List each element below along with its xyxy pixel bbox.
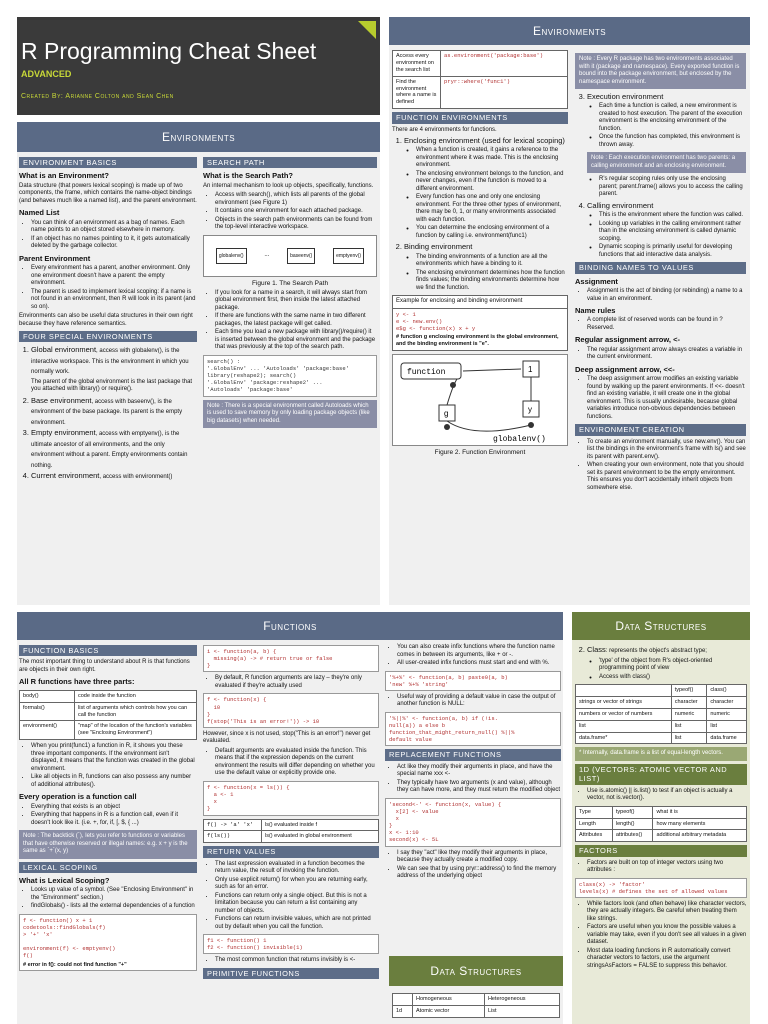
list-item: • If there are functions with the same name in two different packages, the latest package will get called.: [215, 313, 377, 328]
list-item: • I say they "act" like they modify their arguments in place, because they actually create a modified copy.: [397, 850, 561, 865]
list-item: • The last expression evaluated in a function becomes the return value, the result of invoking the function.: [215, 861, 379, 876]
fig-box: emptyenv(): [333, 248, 364, 264]
ds-body: [572, 642, 750, 1024]
example-title: Example for enclosing and binding environment: [393, 296, 567, 309]
lexical-code-box: [19, 914, 197, 972]
search-p: An internal mechanism to look up objects, specifically, functions.: [203, 182, 374, 189]
list-item: 3. Execution environment ◦ Each time a function is called, a new environment is created to host execution. The parent of the execution environment is the enclosing environment of the function. ◦ Once the function has completed, this environment is thrown away. Note : Each execution environment has two parents: a calling environment and an enclosing environment. ◦ R's regular scoping rules only use the enclosing parent; parent.frame() allows you to access the calling parent.: [587, 92, 746, 199]
list-item: • Act like they modify their arguments in place, and have the special name xxx <-: [397, 764, 561, 779]
list-item: ◦ Once the function has completed, this environment is thrown away.: [599, 134, 746, 149]
class-table: [575, 684, 747, 744]
list-item: ◦ Looking up variables in the calling environment rather than in the enclosing environment is called dynamic scoping.: [599, 221, 746, 244]
fig-box: ...: [264, 252, 270, 258]
list-item: ◦ Every function has one and only one enclosing environment. For the three other types of environment, there may be 0, 1, or many environments associated with each function.: [416, 194, 568, 224]
replacement-heading: REPLACEMENT FUNCTIONS: [385, 749, 561, 760]
func-env-heading: FUNCTION ENVIRONMENTS: [392, 112, 568, 123]
list-item: • The deep assignment arrow modifies an existing variable found by walking up the parent environments. If <<- doesn't find an existing variable, it will create one in the global environment. This is usually undesirable, because global variables introduce non-obvious dependencies between functions.: [587, 376, 746, 421]
func-env-list: [404, 136, 568, 292]
fn-basics-p: The most important thing to understand about R is that functions are objects in their own right.: [19, 659, 190, 673]
deep-assign: Deep assignment arrow, <<-: [575, 364, 675, 374]
list-item: • All user-created infix functions must start and end with %.: [397, 660, 561, 668]
list-item: 2. Binding environment ◦ The binding environments of a function are all the environments which have a binding to it. ◦ The enclosing environment determines how the function finds values; the binding environments determine how we find the function.: [404, 242, 568, 292]
list-item: • You can also create infix functions where the function name comes in between its arguments, like + or -.: [397, 644, 561, 659]
list-item: ◦ R's regular scoping rules only use the enclosing parent; parent.frame() allows you to access the calling parent.: [599, 176, 746, 199]
env-right-col1: [389, 47, 571, 603]
env-p2: Environments can also be useful data structures in their own right because they have reference semantics.: [19, 313, 193, 327]
list-item: • While factors look (and often behave) like character vectors, they are actually integers. Be careful when treating them like strings.: [587, 901, 747, 924]
missing-code: i <- function(a, b) { missing(a) -> # return true or false }: [203, 645, 379, 672]
vector-table: [575, 806, 747, 843]
dataframe-note: * Internally, data.frame is a list of equal-length vectors.: [575, 747, 747, 761]
factors-heading: FACTORS: [575, 845, 747, 856]
list-item: 4. Current environment, access with environment(): [31, 471, 197, 482]
env-right-panel: [389, 17, 750, 605]
list-item: • findGlobals() - lists all the external dependencies of a function: [31, 903, 197, 911]
lazy-p: However, since x is not used, stop("This is an error!") never get evaluated.: [203, 730, 371, 745]
autoloads-note: Note : There is a special environment called Autoloads which is used to save memory by only loading package objects (like big datasets) when needed.: [203, 400, 377, 429]
four-special-heading: FOUR SPECIAL ENVIRONMENTS: [19, 331, 197, 342]
list-item: • Functions can return invisible values, which are not printed out by default when you call the function.: [215, 916, 379, 931]
fig-dot: [450, 382, 456, 388]
env-p1: Data structure (that powers lexical scoping) is made up of two components, the frame, which contains the name-object bindings (and behaves much like a named list), and the parent environment.: [19, 182, 197, 204]
list-item: ◦ This is the environment where the function was called.: [599, 212, 746, 220]
table-row: Homogeneous Heterogeneous: [393, 994, 560, 1006]
fig-edge: [463, 369, 521, 371]
fn-parts-table: [19, 690, 197, 740]
ls-eval-table: [203, 819, 379, 844]
backtick-note: Note : The backtick (`), lets you refer to functions or variables that have otherwise reserved or illegal names: e.g. x + y is the same as `+`(x, y): [19, 830, 197, 859]
list-item: • They typically have two arguments (x and value), although they can have more, and they must return the modified object: [397, 780, 561, 795]
list-item: • Use is.atomic() || is.list() to test if an object is actually a vector, not is.vector().: [587, 788, 747, 803]
list-item: ◦ The binding environments of a function are all the environments which have a binding to it.: [416, 254, 568, 269]
env-right-col2: [572, 47, 749, 603]
list-item: • The most common function that returns invisibly is <-: [215, 957, 379, 965]
table-row: Access every environment on the search list as.environment('package:base'): [393, 51, 568, 77]
header-panel: [17, 17, 380, 115]
list-item: • The parent is used to implement lexical scoping: if a name is not found in an environment, then R will look in its parent (and so on).: [31, 289, 197, 312]
list-item: ◦ Each time a function is called, a new environment is created to host execution. The parent of the execution environment is the enclosing environment of the function.: [599, 103, 746, 133]
list-item: 3. Empty environment, access with emptyenv(), is the ultimate ancestor of all environments, and the only environment without a parent. Empty environments contain nothing.: [31, 428, 197, 470]
primitive-heading: PRIMITIVE FUNCTIONS: [203, 968, 379, 979]
list-item: 2. Base environment, access with baseenv(), is the environment of the base package. Its parent is the empty environment.: [31, 396, 197, 428]
list-item: • Functions can return only a single object. But this is not a limitation because you can return a list containing any number of objects.: [215, 893, 379, 916]
return-heading: RETURN VALUES: [203, 846, 379, 857]
list-item: • Factors are useful when you know the possible values a variable may take, even if you don't see all values in a given dataset.: [587, 924, 747, 947]
exec-env-list: [587, 92, 746, 259]
search-items: [215, 192, 377, 232]
fig-label: y: [528, 404, 532, 414]
table-row: body() code inside the function: [20, 690, 197, 702]
invisible-code: f1 <- function() 1 f2 <- function() invisible(1): [203, 934, 379, 954]
what-is-lexical: What is Lexical Scoping?: [19, 875, 110, 885]
list-item: ◦ You can determine the enclosing environment of a function by calling i.e. environment(func1): [416, 225, 568, 240]
table-row: strings or vector of strings character character: [576, 696, 747, 708]
function-env-figure: [392, 354, 568, 446]
lazy-code: f <- function(x) { 10 } f(stop('This is an error!')) -> 10: [203, 693, 379, 728]
fig-dot: [444, 424, 450, 430]
authors: Created By: Arianne Colton and Sean Chen: [21, 93, 174, 100]
example-note: # function g enclosing environment is the global environment, and the binding environment is "e".: [396, 334, 559, 348]
example-code: y <- 1 e <- new.env() e$g <- function(x) x + y: [393, 309, 567, 334]
function-env-diagram: [393, 355, 567, 445]
table-row: typeof() class(): [576, 685, 747, 697]
functions-title: Functions: [17, 612, 563, 640]
fig-edge: [447, 421, 531, 431]
lexical-error: # error in f(): could not find function "+": [23, 961, 127, 968]
fn-col1: [17, 642, 199, 1024]
ds-bottom-panel: [389, 956, 563, 1024]
list-item: • When you print(func1) a function in R, it shows you these three important components. If the environment isn't displayed, it means that the function was created in the global environment.: [31, 743, 197, 773]
parent-items: [31, 265, 197, 311]
list-item: • By default, R function arguments are lazy – they're only evaluated if they're actually used: [215, 675, 379, 690]
list-item: 1. Enclosing environment (used for lexical scoping) ◦ When a function is created, it gains a reference to the environment where it was made. This is the enclosing environment. ◦ The enclosing environment belongs to the function, and never changes, even if the function is moved to a different environment. ◦ Every function has one and only one enclosing environment. For the three other types of environment, there may be 0, 1, or many environments associated with each function. ◦ You can determine the enclosing environment of a function by calling i.e. environment(func1): [404, 136, 568, 240]
env-creation-heading: ENVIRONMENT CREATION: [575, 424, 746, 435]
parent-env: Parent Environment: [19, 253, 91, 263]
list-item: 1. Global environment, access with globalenv(), is the interactive workspace. This is the environment in which you normally work. The parent of the global environment is the last package that you attached with library() or require().: [31, 345, 197, 394]
three-parts: All R functions have three parts:: [19, 677, 135, 687]
ds-bottom-title: Data Structures: [389, 956, 563, 986]
every-operation: Every operation is a function call: [19, 792, 137, 802]
list-item: • Everything that exists is an object: [31, 804, 197, 812]
ds-panel: [572, 612, 750, 1024]
list-item: ◦ The enclosing environment belongs to the function, and never changes, even if the function is moved to a different environment.: [416, 171, 568, 194]
binding-heading: BINDING NAMES TO VALUES: [575, 262, 746, 273]
search-path-heading: SEARCH PATH: [203, 157, 377, 168]
list-item: • Each time you load a new package with library()/require() it is inserted between the global environment and the package that was previously at the top of the search path.: [215, 329, 377, 352]
table-row: f(ls()) ls() evaluated in global environment: [204, 831, 379, 843]
fig-label: function: [407, 367, 446, 377]
list-item: ◦ Access with class(): [599, 674, 747, 682]
table-row: numbers or vector of numbers numeric numeric: [576, 708, 747, 720]
table-row: list list list: [576, 720, 747, 732]
name-rules: Name rules: [575, 306, 616, 315]
fig-dot: [528, 422, 534, 428]
vectors-heading: 1D (VECTORS: ATOMIC VECTOR AND LIST): [575, 764, 747, 785]
what-is-env: What is an Environment?: [19, 171, 110, 181]
factor-code: class(x) -> 'factor' levels(x) # defines the set of allowed values: [575, 878, 747, 898]
fig-box: baseenv(): [287, 248, 315, 264]
fig1-caption: Figure 1. The Search Path: [251, 279, 329, 287]
env-left-panel: [17, 122, 380, 605]
list-item: • If an object has no names pointing to it, it gets automatically deleted by the garbage collector.: [31, 236, 197, 251]
list-item: • The regular assignment arrow always creates a variable in the current environment.: [587, 347, 746, 362]
fn-basics-heading: FUNCTION BASICS: [19, 645, 197, 656]
package-note: Note : Every R package has two environments associated with it (package and namespace). Every exported function is bound into the package environment, but enclosed by the namespace environment.: [575, 53, 746, 89]
env-basics-heading: ENVIRONMENT BASICS: [19, 157, 197, 168]
list-item: • Only use explicit return() for when you are returning early, such as for an error.: [215, 877, 379, 892]
search-path: [201, 154, 379, 604]
ds-title: Data Structures: [572, 612, 750, 640]
table-row: Type typeof() what it is: [576, 806, 747, 818]
page-subtitle: ADVANCED: [21, 69, 72, 79]
env-basics: [17, 154, 199, 604]
list-item: • When creating your own environment, note that you should set its parent environment to be the empty environment. This ensures you don't accidentally inherit objects from somewhere else.: [587, 462, 746, 492]
fig-label: 1: [528, 364, 533, 374]
list-item: • Objects in the search path environments can be found from the top-level interactive workspace.: [215, 217, 377, 232]
list-item: 2. Class: represents the object's abstract type; ◦ 'type' of the object from R's object-oriented programming point of view ◦ Access with class(): [587, 645, 747, 681]
search-items2: [215, 290, 377, 352]
list-item: • Every environment has a parent, another environment. Only one environment doesn't have a parent: the empty environment.: [31, 265, 197, 288]
fn-col2: [201, 642, 381, 1024]
fig-label: g: [444, 408, 449, 418]
table-row: Find the environment where a name is defined pryr::where('func1'): [393, 76, 568, 109]
list-item: • Everything that happens in R is a function call, even if it doesn't look like it. (i.e. +, for, if, [, $, { ...): [31, 812, 197, 827]
list-item: • Access with search(), which lists all parents of the global environment (see Figure 1): [215, 192, 377, 207]
replacement-code: 'second<-' <- function(x, value) { x[2] <- value x } x <- 1:10 second(x) <- 5L: [385, 798, 561, 847]
list-item: • You can think of an environment as a bag of names. Each name points to an object stored elsewhere in memory.: [31, 220, 197, 235]
list-item: • If you look for a name in a search, it will always start from global environment first, then inside the latest attached package.: [215, 290, 377, 313]
table-row: data.frame* list data.frame: [576, 732, 747, 744]
page-title: R Programming Cheat Sheet: [21, 38, 317, 64]
list-item: • Useful way of providing a default value in case the output of another function is NULL:: [397, 694, 561, 709]
list-item: • Like all objects in R, functions can also possess any number of additional attributes().: [31, 774, 197, 789]
ds-dim-table: [392, 993, 560, 1018]
list-item: • Default arguments are evaluated inside the function. This means that if the expression depends on the current environment the results will differ depending on whether you use the default value or explicitly provide one.: [215, 748, 379, 778]
list-item: ◦ 'type' of the object from R's object-oriented programming point of view: [599, 658, 747, 673]
list-item: • Looks up value of a symbol. (See "Enclosing Environment" in the "Environment" section.): [31, 887, 197, 902]
named-list-items: [31, 220, 197, 251]
search-path-figure: [203, 235, 377, 277]
header-corner: [358, 21, 376, 39]
search-code: search() : '.GlobalEnv' ... 'Autoloads' 'package:base' library(reshape2); search() '.GlobalEnv' 'package:reshape2' ... 'Autoloads' 'package:base': [203, 355, 377, 397]
default-code: f <- function(x = ls()) { a <- 1 x }: [203, 781, 379, 816]
named-list: Named List: [19, 208, 60, 218]
table-row: environment() "map" of the location of the function's variables (see "Enclosing Environment"): [20, 721, 197, 740]
env-title: Environments: [17, 122, 380, 152]
list-item: • A complete list of reserved words can be found in ?Reserved.: [587, 317, 746, 332]
list-item: • It contains one environment for each attached package.: [215, 208, 377, 216]
default-null-code: '%||%' <- function(a, b) if (!is. null(a)) a else b function_that_might_return_null() %||% default value: [385, 712, 561, 747]
env-title-2: Environments: [389, 17, 750, 45]
func-env-p: There are 4 environments for functions.: [392, 126, 497, 133]
exec-note: Note : Each execution environment has two parents: a calling environment and an enclosing environment.: [587, 152, 746, 173]
what-is-search: What is the Search Path?: [203, 171, 294, 181]
list-item: • Assignment is the act of binding (or rebinding) a name to a value in an environment.: [587, 288, 746, 303]
table-row: 1d Atomic vector List: [393, 1005, 560, 1017]
list-item: • Factors are built on top of integer vectors using two attributes :: [587, 860, 747, 875]
regular-assign: Regular assignment arrow, <-: [575, 335, 680, 345]
fig-box: globalenv(): [216, 248, 247, 264]
four-special-list: [31, 345, 197, 482]
list-item: ◦ The enclosing environment determines how the function finds values; the binding environments determine how we find the function.: [416, 270, 568, 293]
fig2-caption: Figure 2. Function Environment: [434, 448, 526, 456]
table-row: Attributes attributes() additional arbitrary metadata: [576, 830, 747, 842]
list-item: • Most data loading functions in R automatically convert character vectors to factors, use the argument stringsAsFactors = FALSE to suppress this behavior.: [587, 948, 747, 971]
lexical-heading: LEXICAL SCOPING: [19, 862, 197, 873]
list-item: • To create an environment manually, use new.env(). You can list the bindings in the environment's frame with ls() and see its parent with parent.env().: [587, 439, 746, 462]
table-row: Length length() how many elements: [576, 818, 747, 830]
fig-label: globalenv(): [493, 434, 546, 444]
table-row: formals() list of arguments which controls how you can call the function: [20, 702, 197, 721]
list-item: • We can see that by using pryr::address() to find the memory address of the underlying object: [397, 866, 561, 881]
list-item: ◦ Dynamic scoping is primarily useful for developing functions that aid interactive data analysis.: [599, 244, 746, 259]
list-item: 4. Calling environment ◦ This is the environment where the function was called. ◦ Looking up variables in the calling environment rather than in the enclosing environment is called dynamic scoping. ◦ Dynamic scoping is primarily useful for developing functions that aid interactive data analysis.: [587, 201, 746, 259]
table-row: f() -> 'a' 'x' ls() evaluated inside f: [204, 819, 379, 831]
env-access-table: [392, 50, 568, 109]
lexical-code: f <- function() x + 1 codetools::findGlobals(f) > '+' 'x' environment(f) <- emptyenv() f(): [20, 915, 196, 962]
infix-code: '%+%' <- function(a, b) paste0(a, b) 'new' %+% 'string': [385, 671, 561, 691]
list-item: ◦ When a function is created, it gains a reference to the environment where it was made. This is the enclosing environment.: [416, 147, 568, 170]
assignment: Assignment: [575, 276, 618, 286]
example-box: [392, 295, 568, 351]
